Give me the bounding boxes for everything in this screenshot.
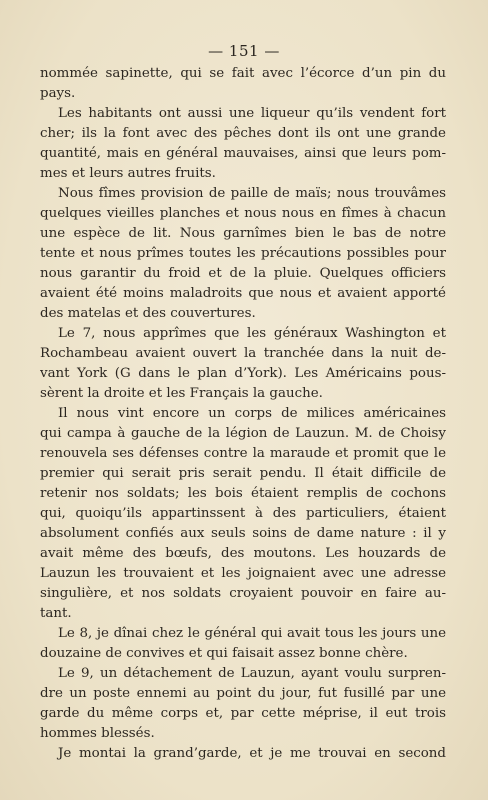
text-line: dre un poste ennemi au point du jour, fut fusillé par une	[40, 686, 446, 701]
text-line: douzaine de convives et qui faisait assez bonne chère.	[40, 646, 408, 661]
text-line: Le 9, un détachement de Lauzun, ayant voulu surpren-	[58, 666, 446, 681]
text-line: quelques vieilles planches et nous nous en fîmes à chacun	[40, 206, 446, 221]
text-line: Il nous vint encore un corps de milices américaines	[58, 406, 446, 421]
text-line: qui campa à gauche de la légion de Lauzun. M. de Choisy	[40, 426, 446, 441]
text-line: nous garantir du froid et de la pluie. Quelques officiers	[40, 266, 446, 281]
text-line: sèrent la droite et les Français la gauche.	[40, 386, 323, 401]
text-line: Lauzun les trouvaient et les joignaient avec une adresse	[40, 566, 446, 581]
text-line: Le 8, je dînai chez le général qui avait tous les jours une	[58, 626, 446, 641]
text-line: singulière, et nos soldats croyaient pouvoir en faire au-	[40, 586, 446, 601]
text-line: avaient été moins maladroits que nous et avaient apporté	[40, 286, 446, 301]
text-line: tente et nous prîmes toutes les précautions possibles pour	[40, 246, 446, 261]
text-line: renouvela ses défenses contre la maraude et promit que le	[40, 446, 446, 461]
page-number: — 151 —	[208, 42, 280, 60]
text-line: retenir nos soldats; les bois étaient remplis de cochons	[40, 486, 446, 501]
text-line: nommée sapinette, qui se fait avec l’écorce d’un pin du	[40, 66, 446, 81]
text-line: hommes blessés.	[40, 726, 155, 741]
body-text	[40, 64, 446, 764]
text-line: garde du même corps et, par cette méprise, il eut trois	[40, 706, 446, 721]
text-line: des matelas et des couvertures.	[40, 306, 256, 321]
text-line: pays.	[40, 86, 76, 101]
text-line: Nous fîmes provision de paille de maïs; nous trouvâmes	[58, 186, 446, 201]
text-line: quantité, mais en général mauvaises, ainsi que leurs pom-	[40, 146, 446, 161]
text-line: Le 7, nous apprîmes que les généraux Washington et	[58, 326, 446, 341]
text-line: tant.	[40, 606, 72, 621]
text-line: une espèce de lit. Nous garnîmes bien le bas de notre	[40, 226, 446, 241]
text-line: cher; ils la font avec des pêches dont ils ont une grande	[40, 126, 446, 141]
text-line: mes et leurs autres fruits.	[40, 166, 216, 181]
text-line: premier qui serait pris serait pendu. Il était difficile de	[40, 466, 446, 481]
text-line: absolument confiés aux seuls soins de dame nature : il y	[40, 526, 446, 541]
text-line: qui, quoiqu’ils appartinssent à des particuliers, étaient	[40, 506, 446, 521]
text-line: avait même des bœufs, des moutons. Les houzards de	[40, 546, 446, 561]
text-line: vant York (G dans le plan d’York). Les Américains pous-	[40, 366, 446, 381]
text-line: Les habitants ont aussi une liqueur qu’ils vendent fort	[58, 106, 446, 121]
text-line: Rochambeau avaient ouvert la tranchée dans la nuit de-	[40, 346, 446, 361]
text-line: Je montai la grand’garde, et je me trouvai en second	[58, 746, 446, 761]
